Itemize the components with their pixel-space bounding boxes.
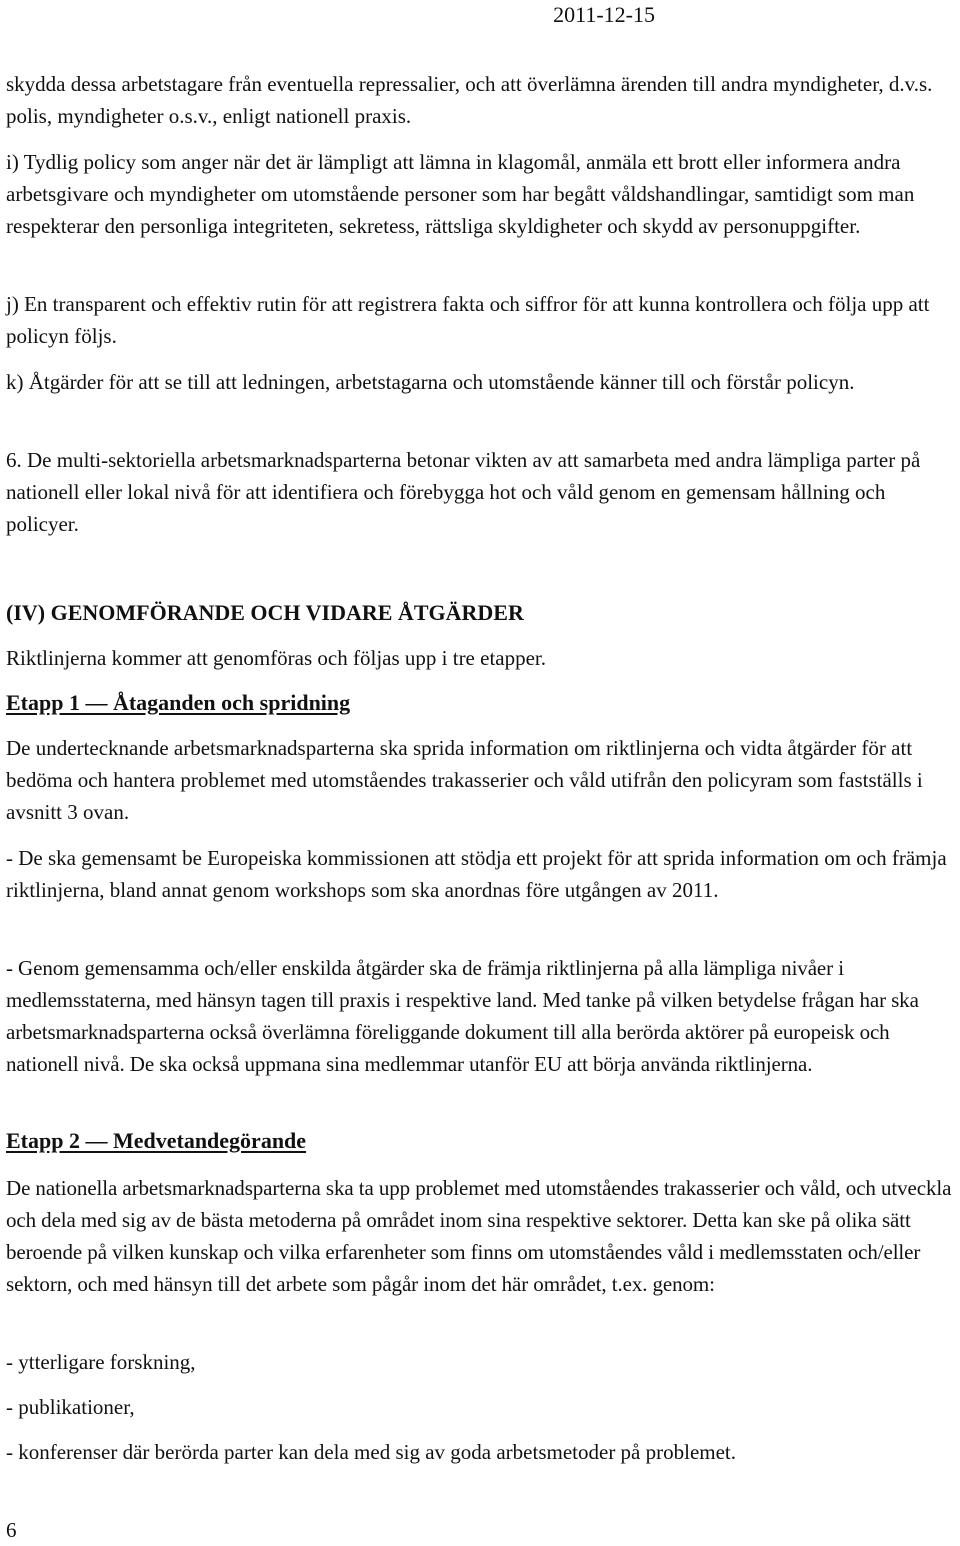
etapp2-list-item: - publikationer, (6, 1395, 135, 1419)
paragraph-item-i: i) Tydlig policy som anger när det är lämpligt att lämna in klagomål, anmäla ett brott eller informera andra arbetsgivare och myndigheter om utomstående personer som har begått våldshandlingar, samtidigt som man respekterar den personliga integriteten, sekretess, rättsliga skyldigheter och skydd av personuppgifter. (6, 150, 915, 238)
page-number: 6 (6, 1518, 17, 1542)
etapp1-paragraph-3: - Genom gemensamma och/eller enskilda åtgärder ska de främja riktlinjerna på alla lämpliga nivåer i medlemsstaterna, med hänsyn tagen till praxis i respektive land. Med tanke på vilken betydelse frågan har ska arbetsmarknadsparterna också överlämna föreliggande dokument till alla berörda aktörer på europeisk och nationell nivå. De ska också uppmana sina medlemmar utanför EU att börja använda riktlinjerna. (6, 956, 919, 1076)
section-heading: (IV) GENOMFÖRANDE OCH VIDARE ÅTGÄRDER (6, 600, 524, 625)
etapp1-heading: Etapp 1 — Åtaganden och spridning (6, 690, 351, 715)
header-date: 2011-12-15 (553, 2, 655, 27)
paragraph-point-6: 6. De multi-sektoriella arbetsmarknadsparterna betonar vikten av att samarbeta med andra lämpliga parter på nationell eller lokal nivå för att identifiera och förebygga hot och våld genom en gemensam hållning och policyer. (6, 448, 921, 536)
etapp2-heading: Etapp 2 — Medvetandegörande (6, 1128, 307, 1153)
etapp2-list-item: - ytterligare forskning, (6, 1350, 196, 1374)
etapp2-paragraph-1: De nationella arbetsmarknadsparterna ska ta upp problemet med utomståendes trakasserier och våld, och utveckla och dela med sig av de bästa metoderna på området inom sina respektive sektorer. Detta kan ske på olika sätt beroende på vilken kunskap och vilka erfarenheter som finns om utomståendes våld i medlemsstaten och/eller sektorn, och med hänsyn till det arbete som pågår inom det här området, t.ex. genom: (6, 1176, 952, 1296)
etapp1-paragraph-1: De undertecknande arbetsmarknadsparterna ska sprida information om riktlinjerna och vidta åtgärder för att bedöma och hantera problemet med utomståendes trakasserier och våld utifrån den policyram som fastställs i avsnitt 3 ovan. (6, 736, 923, 824)
paragraph-item-j: j) En transparent och effektiv rutin för att registrera fakta och siffror för att kunna kontrollera och följa upp att policyn följs. (6, 292, 930, 348)
paragraph-item-k: k) Åtgärder för att se till att ledningen, arbetstagarna och utomstående känner till och förstår policyn. (6, 370, 855, 394)
etapp2-list-item: - konferenser där berörda parter kan dela med sig av goda arbetsmetoder på problemet. (6, 1440, 737, 1464)
etapp1-paragraph-2: - De ska gemensamt be Europeiska kommissionen att stödja ett projekt för att sprida information om och främja riktlinjerna, bland annat genom workshops som ska anordnas före utgången av 2011. (6, 846, 947, 902)
section-intro: Riktlinjerna kommer att genomföras och följas upp i tre etapper. (6, 646, 547, 670)
paragraph-intro: skydda dessa arbetstagare från eventuella repressalier, och att överlämna ärenden till andra myndigheter, d.v.s. polis, myndigheter o.s.v., enligt nationell praxis. (6, 72, 933, 128)
